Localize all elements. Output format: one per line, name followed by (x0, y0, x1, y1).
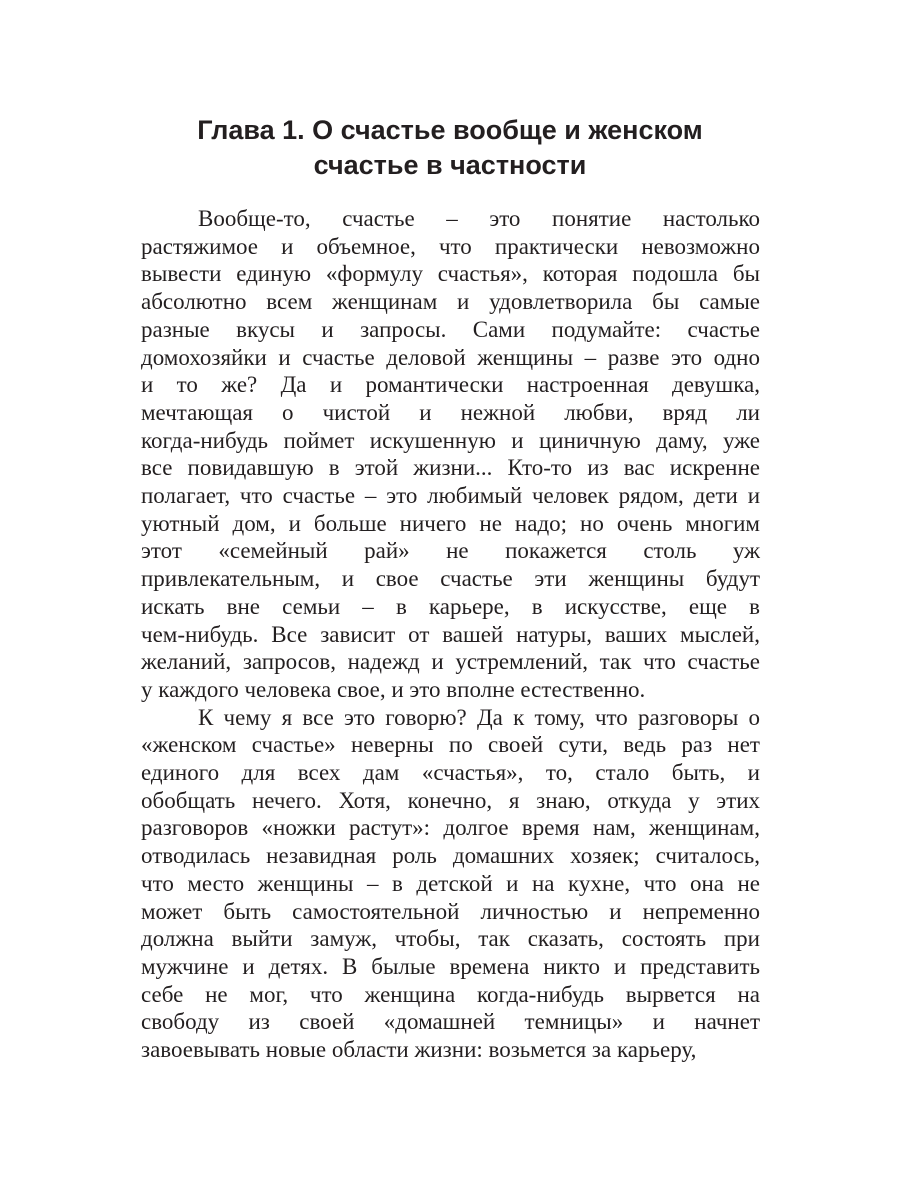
text-line: обобщать нечего. Хотя, конечно, я знаю, откуда у этих (141, 787, 760, 813)
text-line: может быть самостоятельной личностью и непременно (141, 898, 760, 924)
text-line: когда-нибудь поймет искушенную и циничную даму, уже (141, 427, 760, 453)
text-line: единого для всех дам «счастья», то, стало быть, и (141, 760, 760, 786)
text-line: у каждого человека свое, и это вполне естественно. (141, 676, 646, 702)
text-line: что место женщины – в детской и на кухне, что она не (141, 870, 760, 896)
text-line: желаний, запросов, надежд и устремлений, так что счастье (141, 649, 760, 675)
text-line: разговоров «ножки растут»: долгое время нам, женщинам, (141, 815, 760, 841)
text-line: полагает, что счастье – это любимый человек рядом, дети и (141, 483, 760, 509)
text-line: и то же? Да и романтически настроенная девушка, (141, 372, 760, 398)
text-line: абсолютно всем женщинам и удовлетворила бы самые (141, 289, 760, 315)
text-line: завоевывать новые области жизни: возьмется за карьеру, (141, 1037, 697, 1063)
text-line: искать вне семьи – в карьере, в искусстве, еще в (141, 593, 760, 619)
paragraph-2 (141, 704, 760, 1064)
chapter-title-line-2: счастье в частности (313, 150, 587, 180)
text-line: разные вкусы и запросы. Сами подумайте: счастье (141, 316, 760, 342)
text-line: отводилась незавидная роль домашних хозяек; считалось, (141, 843, 760, 869)
text-line: мужчине и детях. В былые времена никто и представить (141, 953, 760, 979)
text-line: себе не мог, что женщина когда-нибудь вырвется на (141, 981, 760, 1007)
text-line: домохозяйки и счастье деловой женщины – разве это одно (141, 344, 760, 370)
text-line: привлекательным, и свое счастье эти женщины будут (141, 566, 760, 592)
text-line: вывести единую «формулу счастья», которая подошла бы (141, 261, 760, 287)
chapter-title-line-1: Глава 1. О счастье вообще и женском (197, 115, 703, 145)
text-line: должна выйти замуж, чтобы, так сказать, состоять при (141, 926, 760, 952)
text-line: «женском счастье» неверны по своей сути, ведь раз нет (141, 732, 760, 758)
paragraph-1 (141, 205, 760, 704)
text-line: растяжимое и объемное, что практически невозможно (141, 233, 760, 259)
text-line: чем-нибудь. Все зависит от вашей натуры, ваших мыслей, (141, 621, 760, 647)
text-line: все повидавшую в этой жизни... Кто-то из вас искренне (141, 455, 760, 481)
text-line: мечтающая о чистой и нежной любви, вряд ли (141, 399, 760, 425)
chapter-title (140, 113, 760, 183)
text-line: Вообще-то, счастье – это понятие настолько (198, 206, 760, 231)
text-line: уютный дом, и больше ничего не надо; но очень многим (141, 510, 760, 536)
text-line: этот «семейный рай» не покажется столь уж (141, 538, 760, 564)
text-line: свободу из своей «домашней темницы» и начнет (141, 1009, 760, 1035)
text-line: К чему я все это говорю? Да к тому, что разговоры о (198, 704, 760, 730)
chapter-body (141, 205, 760, 1064)
